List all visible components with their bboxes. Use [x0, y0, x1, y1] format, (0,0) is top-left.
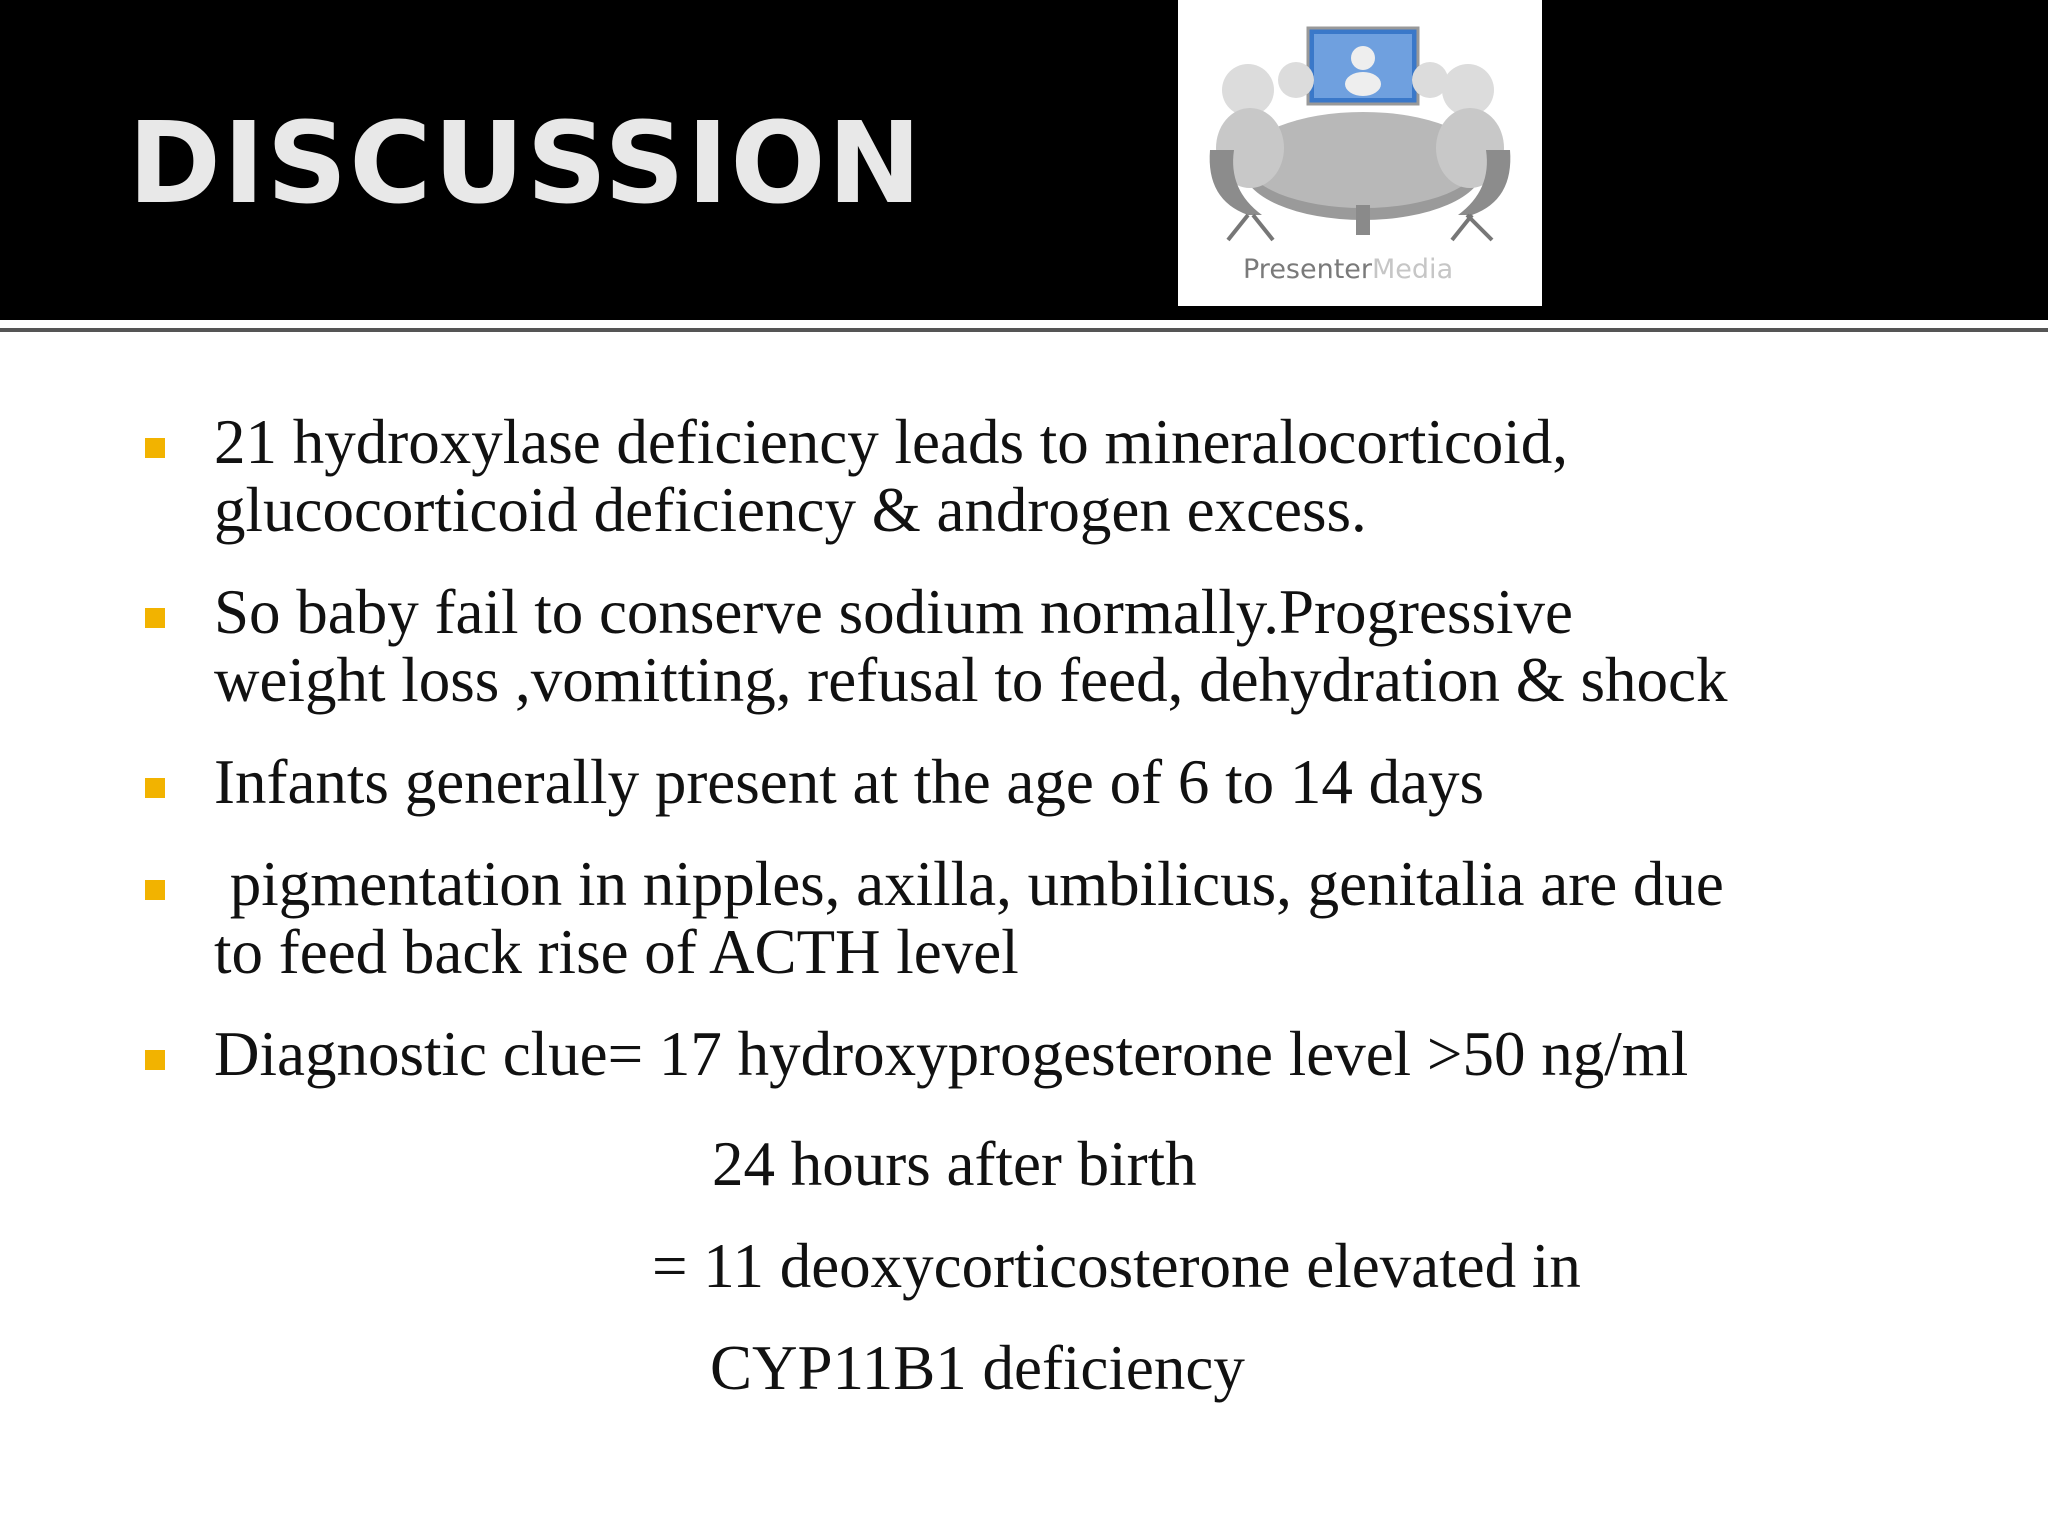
- bullet-item: [145, 748, 1955, 816]
- continuation-line-2: = 11 deoxycorticosterone elevated in: [652, 1231, 1581, 1301]
- bullet-text: Diagnostic clue= 17 hydroxyprogesterone level >50 ng/ml: [214, 1019, 1689, 1089]
- header-divider: [0, 328, 2048, 332]
- presentermedia-logo: [1178, 0, 1542, 306]
- bullet-text: Infants generally present at the age of 6 to 14 days: [214, 747, 1485, 817]
- bullet-text: 21 hydroxylase deficiency leads to mineralocorticoid, glucocorticoid deficiency & androgen excess.: [214, 407, 1569, 545]
- square-bullet-icon: [145, 438, 165, 458]
- bullet-item: [145, 578, 1955, 714]
- continuation-line-3: CYP11B1 deficiency: [710, 1333, 1245, 1403]
- square-bullet-icon: [145, 880, 165, 900]
- bullet-list: [145, 408, 1955, 1122]
- slide-title: DISCUSSION: [128, 99, 924, 229]
- logo-brand-light: Media: [1372, 254, 1454, 285]
- logo-brand-dark: Presenter: [1243, 254, 1373, 285]
- bullet-text: pigmentation in nipples, axilla, umbilicus, genitalia are due to feed back rise of ACTH level: [214, 849, 1724, 987]
- logo-text: [1243, 254, 1453, 285]
- square-bullet-icon: [145, 1050, 165, 1070]
- bullet-item: [145, 1020, 1955, 1088]
- slide-header: [0, 0, 2048, 320]
- continuation-line-1: 24 hours after birth: [712, 1129, 1197, 1199]
- square-bullet-icon: [145, 608, 165, 628]
- bullet-text: So baby fail to conserve sodium normally.Progressive weight loss ,vomitting, refusal to feed, dehydration & shock: [214, 577, 1728, 715]
- square-bullet-icon: [145, 778, 165, 798]
- bullet-item: [145, 408, 1955, 544]
- bullet-item: [145, 850, 1955, 986]
